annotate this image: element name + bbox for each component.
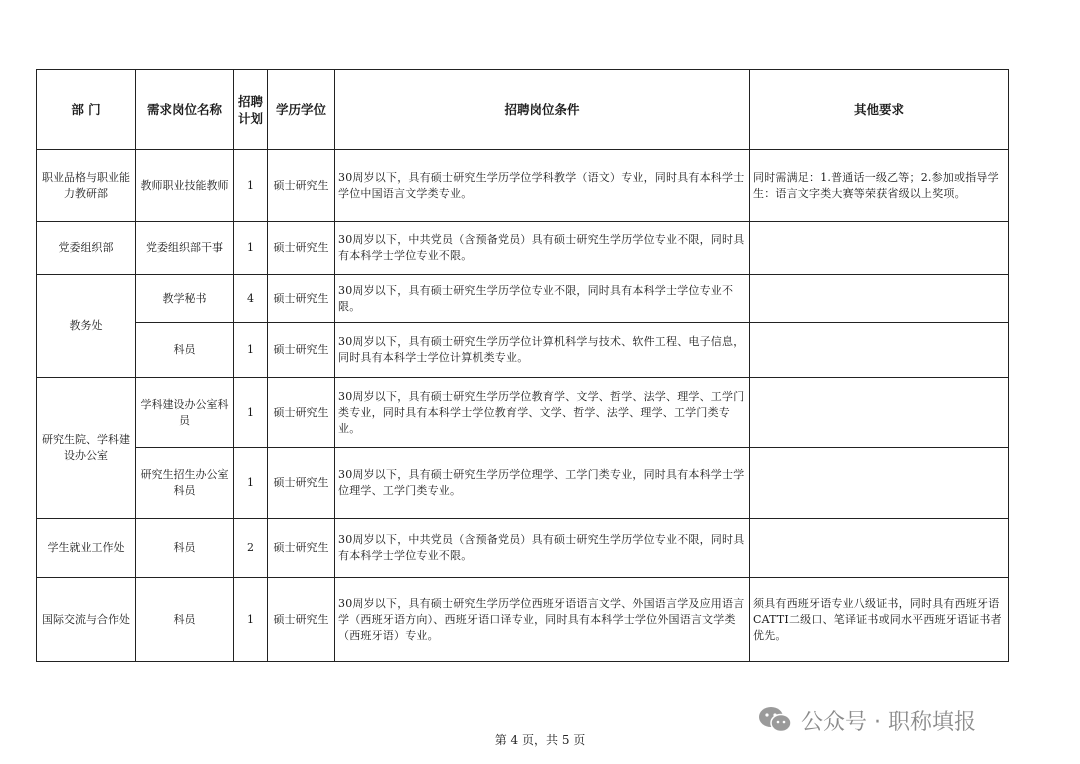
table-row: [37, 448, 1009, 519]
position-cell: 教学秘书: [136, 275, 234, 323]
plan-cell: 1: [234, 578, 268, 662]
dept-cell: 党委组织部: [37, 222, 136, 275]
conditions-cell: 30周岁以下，具有硕士研究生学历学位理学、工学门类专业，同时具有本科学士学位理学、工学门类专业。: [335, 448, 750, 519]
table-row: [37, 578, 1009, 662]
plan-cell: 1: [234, 448, 268, 519]
header-other: 其他要求: [750, 70, 1009, 150]
education-cell: 硕士研究生: [268, 275, 335, 323]
position-cell: 党委组织部干事: [136, 222, 234, 275]
plan-cell: 1: [234, 150, 268, 222]
header-row: [37, 70, 1009, 150]
plan-cell: 1: [234, 323, 268, 378]
education-cell: 硕士研究生: [268, 323, 335, 378]
plan-cell: 1: [234, 222, 268, 275]
dept-cell: 研究生院、学科建设办公室: [37, 378, 136, 519]
education-cell: 硕士研究生: [268, 378, 335, 448]
header-position: 需求岗位名称: [136, 70, 234, 150]
page-footer: 第 4 页，共 5 页: [494, 733, 586, 747]
conditions-cell: 30周岁以下，中共党员（含预备党员）具有硕士研究生学历学位专业不限，同时具有本科学士学位专业不限。: [335, 519, 750, 578]
plan-cell: 1: [234, 378, 268, 448]
position-cell: 科员: [136, 519, 234, 578]
header-conditions: 招聘岗位条件: [335, 70, 750, 150]
plan-cell: 4: [234, 275, 268, 323]
other-requirements-cell: [750, 378, 1009, 448]
position-cell: 教师职业技能教师: [136, 150, 234, 222]
header-dept: 部 门: [37, 70, 136, 150]
conditions-cell: 30周岁以下，具有硕士研究生学历学位教育学、文学、哲学、法学、理学、工学门类专业，同时具有本科学士学位教育学、文学、哲学、法学、理学、工学门类专业。: [335, 378, 750, 448]
education-cell: 硕士研究生: [268, 519, 335, 578]
table-row: [37, 150, 1009, 222]
other-requirements-cell: 同时需满足：1.普通话一级乙等；2.参加或指导学生：语言文字类大赛等荣获省级以上奖项。: [750, 150, 1009, 222]
other-requirements-cell: [750, 323, 1009, 378]
header-plan: 招聘计划: [234, 70, 268, 150]
conditions-cell: 30周岁以下，具有硕士研究生学历学位专业不限，同时具有本科学士学位专业不限。: [335, 275, 750, 323]
education-cell: 硕士研究生: [268, 222, 335, 275]
dept-cell: 职业品格与职业能力教研部: [37, 150, 136, 222]
table-row: [37, 519, 1009, 578]
education-cell: 硕士研究生: [268, 448, 335, 519]
table-row: [37, 222, 1009, 275]
dept-cell: 学生就业工作处: [37, 519, 136, 578]
table-row: [37, 378, 1009, 448]
education-cell: 硕士研究生: [268, 578, 335, 662]
other-requirements-cell: [750, 519, 1009, 578]
plan-cell: 2: [234, 519, 268, 578]
position-cell: 科员: [136, 323, 234, 378]
other-requirements-cell: [750, 448, 1009, 519]
education-cell: 硕士研究生: [268, 150, 335, 222]
table-row: [37, 275, 1009, 323]
other-requirements-cell: [750, 222, 1009, 275]
header-education: 学历学位: [268, 70, 335, 150]
other-requirements-cell: [750, 275, 1009, 323]
conditions-cell: 30周岁以下，中共党员（含预备党员）具有硕士研究生学历学位专业不限，同时具有本科学士学位专业不限。: [335, 222, 750, 275]
other-requirements-cell: 须具有西班牙语专业八级证书，同时具有西班牙语CATTI二级口、笔译证书或同水平西班牙语证书者优先。: [750, 578, 1009, 662]
position-cell: 研究生招生办公室科员: [136, 448, 234, 519]
position-cell: 科员: [136, 578, 234, 662]
position-cell: 学科建设办公室科员: [136, 378, 234, 448]
watermark-text: 公众号 · 职称填报: [801, 709, 976, 735]
dept-cell: 国际交流与合作处: [37, 578, 136, 662]
dept-cell: 教务处: [37, 275, 136, 378]
recruitment-table: [36, 69, 1009, 662]
conditions-cell: 30周岁以下，具有硕士研究生学历学位计算机科学与技术、软件工程、电子信息，同时具有本科学士学位计算机类专业。: [335, 323, 750, 378]
conditions-cell: 30周岁以下，具有硕士研究生学历学位西班牙语语言文学、外国语言学及应用语言学（西班牙语方向）、西班牙语口译专业，同时具有本科学士学位外国语言文学类（西班牙语）专业。: [335, 578, 750, 662]
table-row: [37, 323, 1009, 378]
conditions-cell: 30周岁以下，具有硕士研究生学历学位学科教学（语文）专业，同时具有本科学士学位中国语言文学类专业。: [335, 150, 750, 222]
